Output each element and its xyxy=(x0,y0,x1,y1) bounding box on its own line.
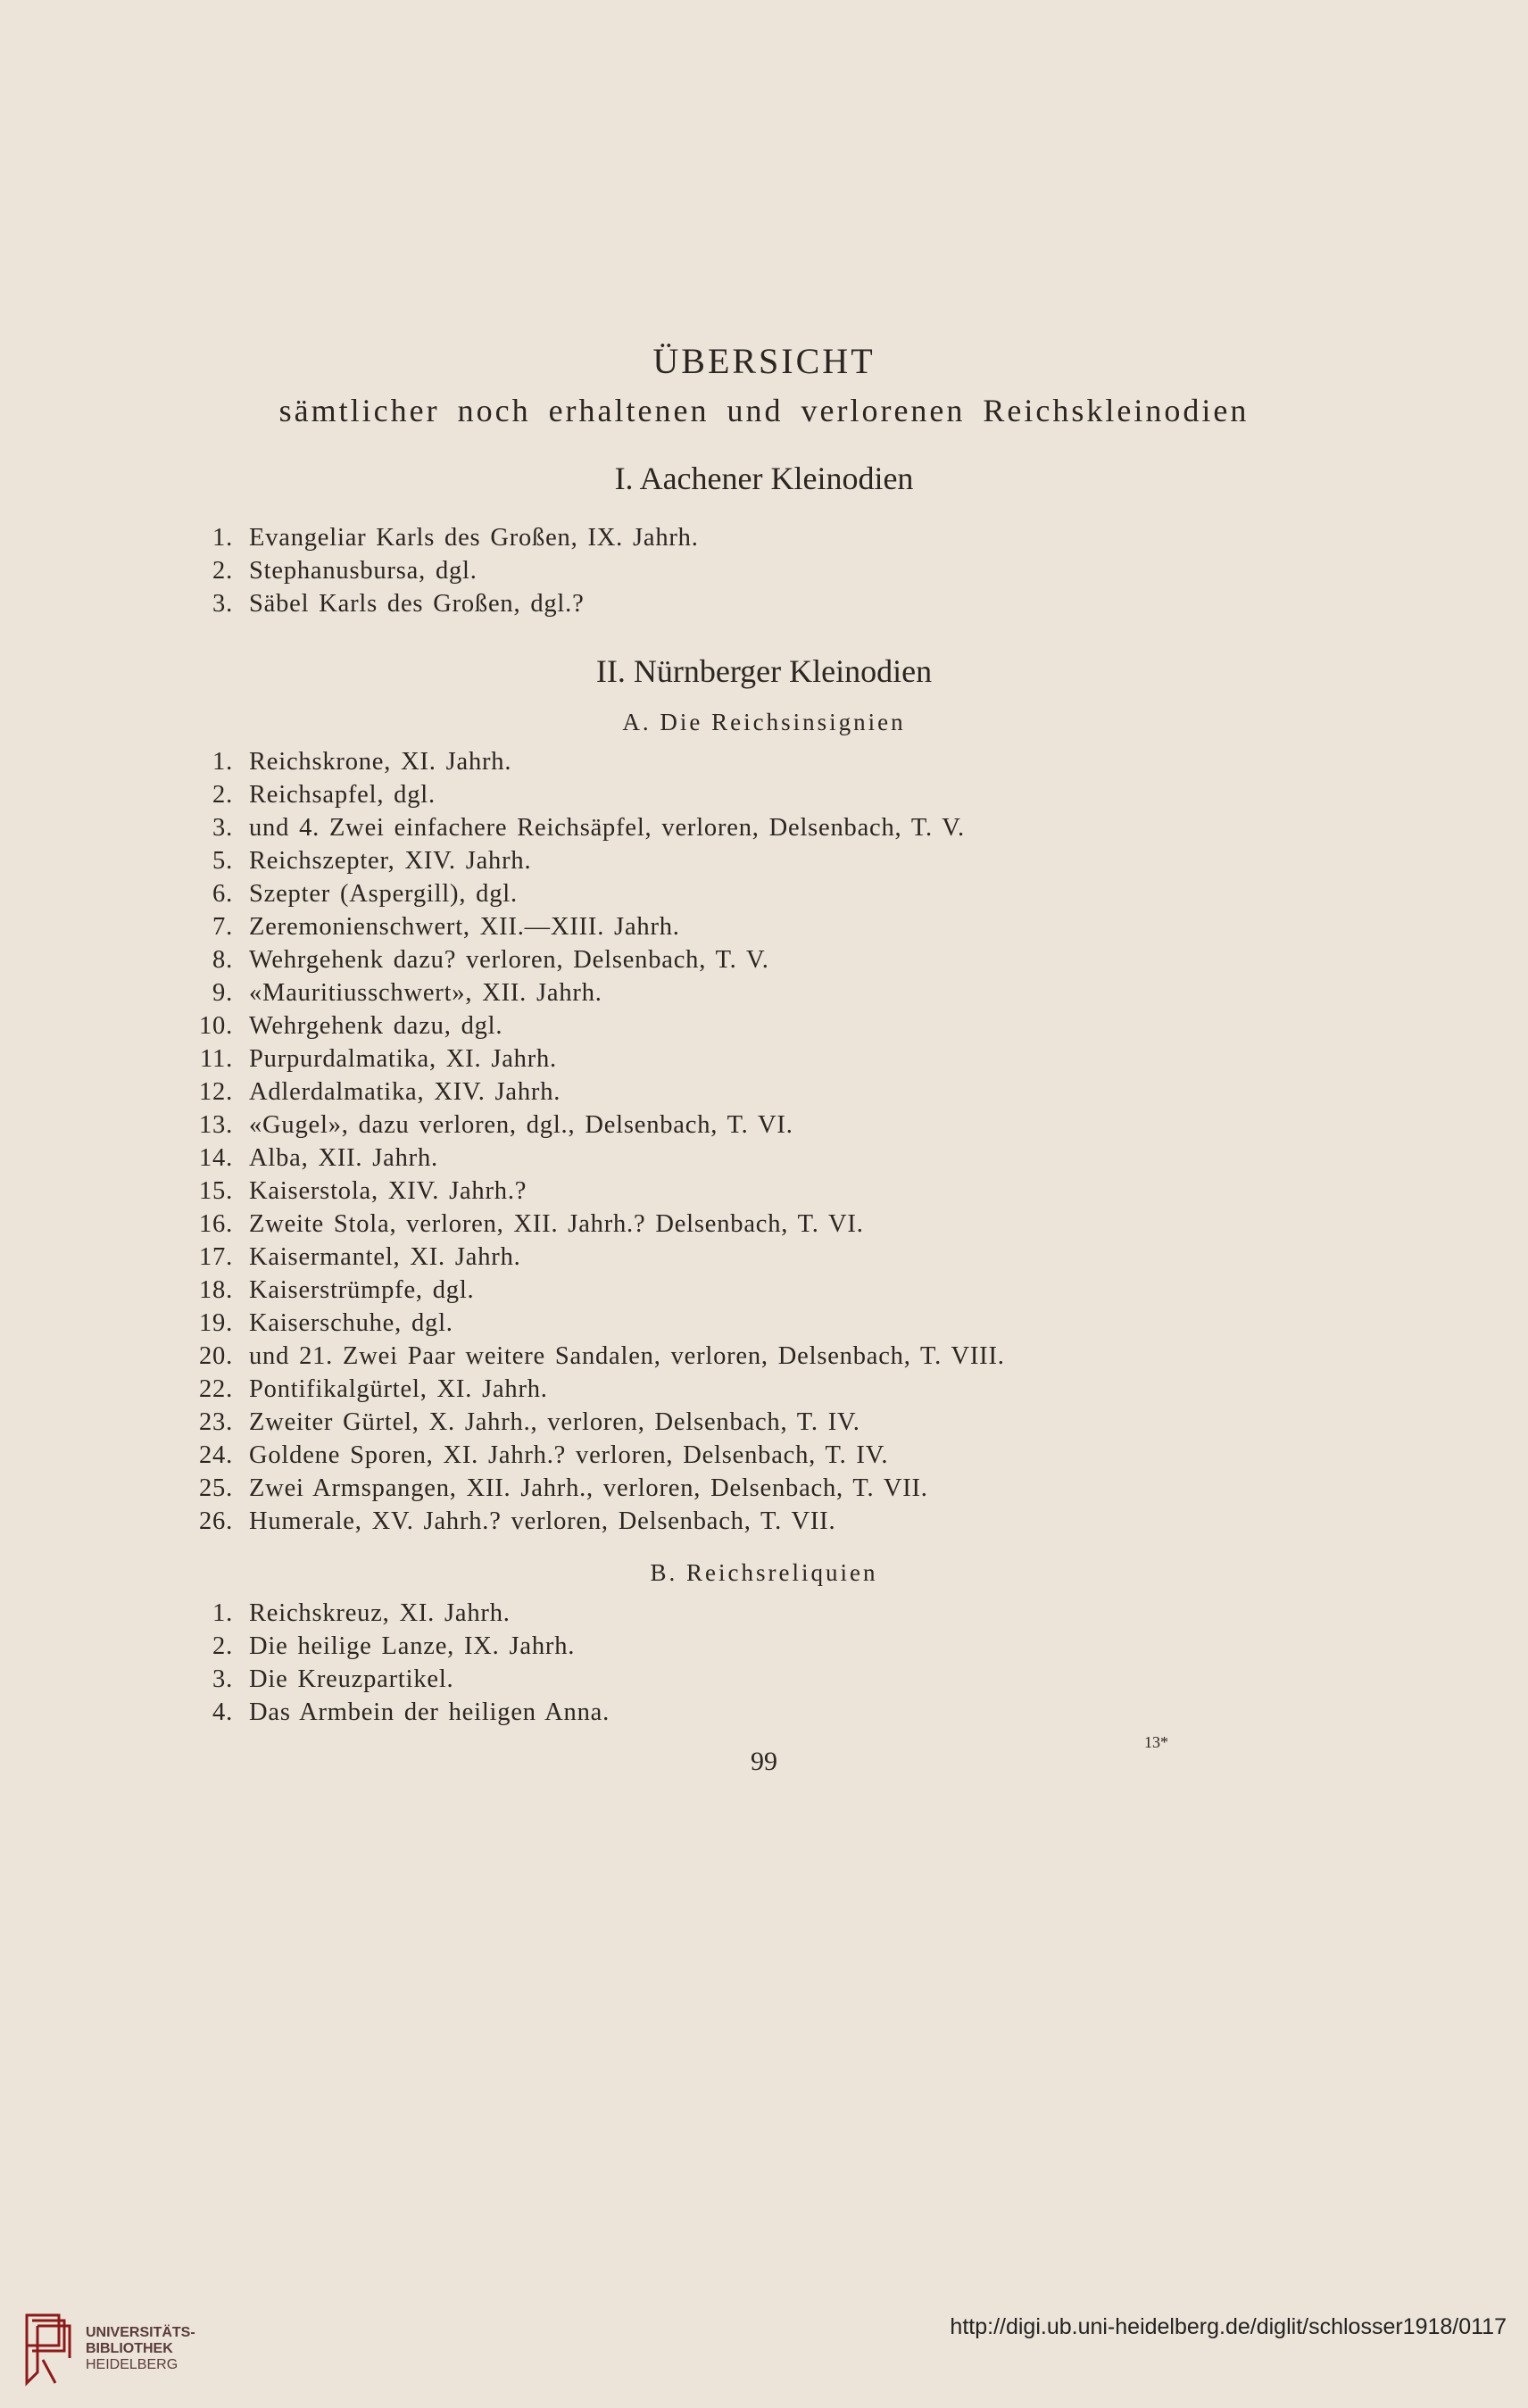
signature-mark: 13* xyxy=(1144,1733,1168,1751)
list-reichsinsignien xyxy=(165,745,1325,1538)
list-item: 23. Zweiter Gürtel, X. Jahrh., verloren, Delsenbach, T. IV. xyxy=(198,1408,860,1436)
list-item: 2. Stephanusbursa, dgl. xyxy=(212,557,478,585)
list-item: 1. Reichskrone, XI. Jahrh. xyxy=(212,748,512,776)
list-item: 1. Reichskreuz, XI. Jahrh. xyxy=(212,1599,511,1627)
library-name xyxy=(86,2325,195,2373)
list-item: 2. Reichsapfel, dgl. xyxy=(212,781,436,809)
list-item: 25. Zwei Armspangen, XII. Jahrh., verloren, Delsenbach, T. VII. xyxy=(198,1474,928,1502)
list-item: 6. Szepter (Aspergill), dgl. xyxy=(212,880,518,908)
library-name-line: BIBLIOTHEK xyxy=(86,2341,173,2356)
library-name-line: UNIVERSITÄTS- xyxy=(86,2325,195,2340)
list-item: 11. Purpurdalmatika, XI. Jahrh. xyxy=(200,1045,557,1073)
list-item: 16. Zweite Stola, verloren, XII. Jahrh.? Delsenbach, T. VI. xyxy=(198,1210,864,1238)
library-logo-icon xyxy=(20,2306,77,2392)
page-number: 99 xyxy=(751,1747,777,1776)
list-item: 20. und 21. Zwei Paar weitere Sandalen, verloren, Delsenbach, T. VIII. xyxy=(198,1342,1005,1370)
library-name-line: HEIDELBERG xyxy=(86,2357,179,2372)
list-item: 8. Wehrgehenk dazu? verloren, Delsenbach, T. V. xyxy=(212,946,769,974)
page-subtitle: sämtlicher noch erhaltenen und verlorenen Reichskleinodien xyxy=(278,393,1250,428)
subsection-heading-reichsreliquien: B. Reichsreliquien xyxy=(650,1559,878,1586)
section-heading-aachen: I. Aachener Kleinodien xyxy=(614,461,914,496)
list-item: 15. Kaiserstola, XIV. Jahrh.? xyxy=(198,1177,527,1205)
list-item: 1. Evangeliar Karls des Großen, IX. Jahrh. xyxy=(212,524,699,552)
list-item: 24. Goldene Sporen, XI. Jahrh.? verloren, Delsenbach, T. IV. xyxy=(198,1441,889,1469)
list-item: 10. Wehrgehenk dazu, dgl. xyxy=(198,1012,503,1040)
list-item: 9. «Mauritiusschwert», XII. Jahrh. xyxy=(212,979,602,1007)
list-item: 3. und 4. Zwei einfachere Reichsäpfel, verloren, Delsenbach, T. V. xyxy=(212,814,965,842)
list-item: 14. Alba, XII. Jahrh. xyxy=(198,1144,438,1172)
list-item: 4. Das Armbein der heiligen Anna. xyxy=(212,1698,610,1726)
list-item: 26. Humerale, XV. Jahrh.? verloren, Delsenbach, T. VII. xyxy=(198,1507,836,1535)
list-item: 17. Kaisermantel, XI. Jahrh. xyxy=(198,1243,521,1271)
list-item: 18. Kaiserstrümpfe, dgl. xyxy=(198,1276,475,1304)
list-item: 22. Pontifikalgürtel, XI. Jahrh. xyxy=(198,1375,548,1403)
list-item: 5. Reichszepter, XIV. Jahrh. xyxy=(212,847,532,875)
source-url-link[interactable]: http://digi.ub.uni-heidelberg.de/diglit/schlosser1918/0117 xyxy=(950,2314,1507,2339)
list-item: 2. Die heilige Lanze, IX. Jahrh. xyxy=(212,1632,576,1660)
list-item: 12. Adlerdalmatika, XIV. Jahrh. xyxy=(198,1078,561,1106)
list-reichsreliquien xyxy=(165,1597,1325,1729)
list-item: 13. «Gugel», dazu verloren, dgl., Delsenbach, T. VI. xyxy=(198,1111,793,1139)
list-aachen xyxy=(165,521,1325,620)
subsection-heading-reichsinsignien: A. Die Reichsinsignien xyxy=(622,709,906,735)
section-heading-nuernberg: II. Nürnberger Kleinodien xyxy=(595,653,933,689)
page-title: ÜBERSICHT xyxy=(652,341,876,381)
list-item: 7. Zeremonienschwert, XII.—XIII. Jahrh. xyxy=(212,913,680,941)
list-item: 3. Säbel Karls des Großen, dgl.? xyxy=(212,590,585,618)
list-item: 19. Kaiserschuhe, dgl. xyxy=(198,1309,453,1337)
list-item: 3. Die Kreuzpartikel. xyxy=(212,1665,454,1693)
